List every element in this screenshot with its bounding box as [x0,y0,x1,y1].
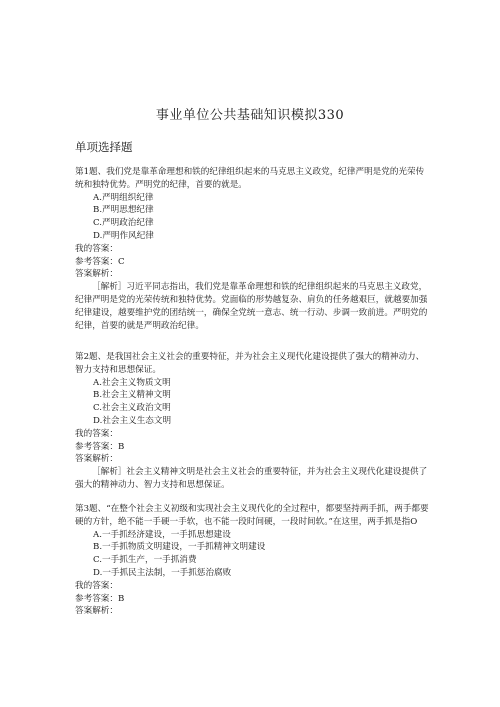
reference-answer-label: 参考答案： [75,593,118,604]
section-heading: 单项选择题 [75,140,133,154]
question-3 [75,503,430,618]
my-answer-label: 我的答案： [75,243,118,254]
question-stem: 第2题、是我国社会主义社会的重要特征，并为社会主义现代化建设提供了强大的精神动力、智力支持和思想保证。 [75,352,425,375]
reference-answer-label: 参考答案： [75,441,118,452]
option-a: A.一手抓经济建设，一手抓思想建设 [93,529,231,540]
explanation-text: ［解析］社会主义精神文明是社会主义社会的重要特征，并为社会主义现代化建设提供了强大的精神动力、智力支持和思想保证。 [75,467,428,490]
my-answer-label: 我的答案： [75,580,118,591]
option-a: A.社会主义物质文明 [93,377,171,388]
question-stem: 第3题、“在整个社会主义初级和实现社会主义现代化的全过程中，都要坚持两手抓，两手都要硬的方针，绝不能一手硬一手软，也不能一段时间硬，一段时间软。”在这里，两手抓是指O [75,504,429,527]
option-b: B.一手抓物质文明建设，一手抓精神文明建设 [93,542,266,553]
analysis-label: 答案解析： [75,606,118,617]
reference-answer [75,441,430,454]
option-d: D.一手抓民主法制，一手抓惩治腐败 [93,567,232,578]
option-b: B.严明思想纪律 [93,205,154,216]
reference-answer-value: B [117,593,125,604]
option-c: C.一手抓生产，一手抓消费 [93,555,197,566]
explanation-text: ［解析］习近平同志指出，我们党是靠革命理想和铁的纪律组织起来的马克思主义政党，纪律严明是党的光荣传统和独特优势。党面临的形势越复杂、肩负的任务越艰巨，就越要加强纪律建设，越要维护党的团结统一，确保全党统一意志、统一行动、步调一致前进。严明党的纪律，首要的就是严明政治纪律。 [75,282,428,331]
question-1 [75,166,430,332]
option-list [75,192,430,243]
my-answer-label: 我的答案： [75,428,118,439]
analysis-label: 答案解析： [75,269,118,280]
reference-answer-value: B [117,441,125,452]
option-b: B.社会主义精神文明 [93,390,171,401]
reference-answer-label: 参考答案： [75,256,118,267]
option-list [75,377,430,428]
option-a: A.严明组织纪律 [93,192,154,203]
question-stem: 第1题、我们党是靠革命理想和铁的纪律组织起来的马克思主义政党，纪律严明是党的光荣传统和独特优势。严明党的纪律，首要的就是。 [75,167,425,190]
option-c: C.严明政治纪律 [93,218,154,229]
option-list [75,529,430,580]
reference-answer-value: C [117,256,125,267]
option-c: C.社会主义政治文明 [93,403,171,414]
option-d: D.严明作风纪律 [93,230,154,241]
option-d: D.社会主义生态文明 [93,415,172,426]
reference-answer [75,256,430,269]
analysis-label: 答案解析： [75,454,118,465]
question-2 [75,351,430,492]
document-title: 事业单位公共基础知识模拟330 [155,108,345,123]
reference-answer [75,593,430,606]
